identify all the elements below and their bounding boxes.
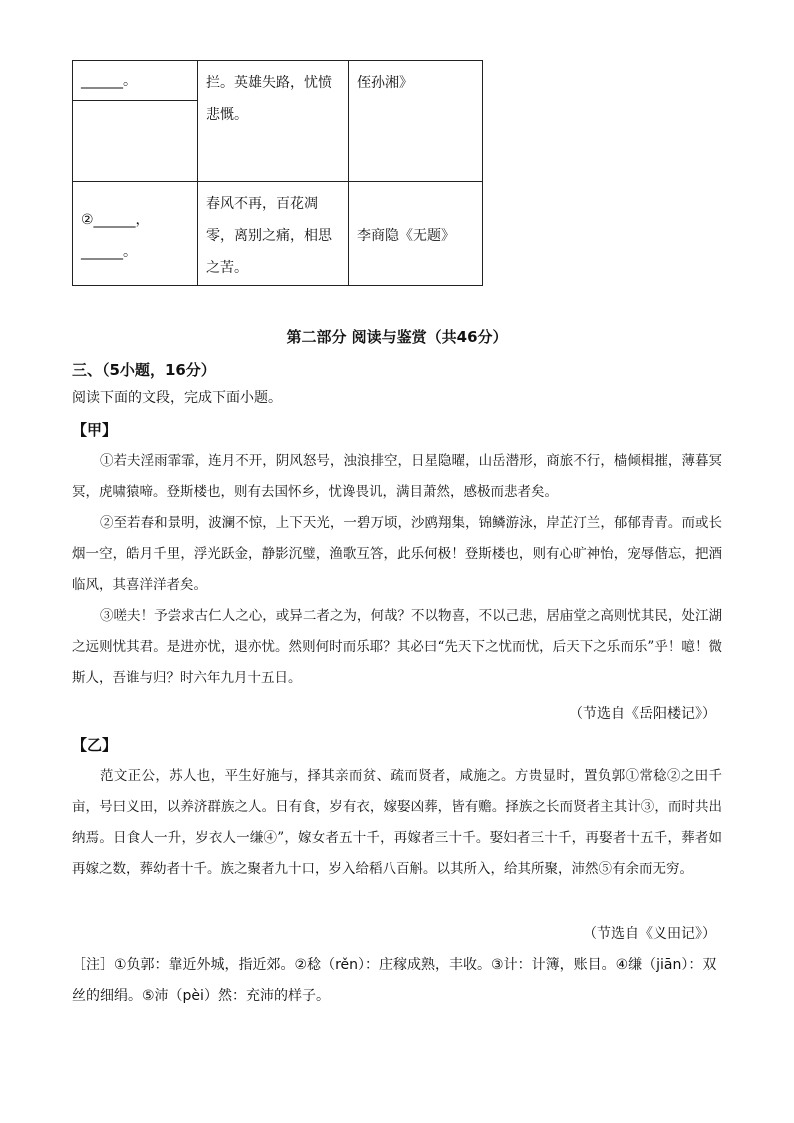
answer-blank-1: ②______，	[81, 212, 150, 228]
table-cell	[73, 61, 198, 182]
section-title: 第二部分 阅读与鉴赏（共46分）	[286, 328, 508, 346]
poem-source: 李商隐《无题》	[357, 228, 455, 244]
passage-jia-paragraph-3: ③嗟夫！予尝求古仁人之心，或异二者之为，何哉？不以物喜，不以己悲，居庙堂之高则忧其民，处江湖之远则忧其君。是进亦忧，退亦忧。然则何时而乐耶？其必曰“先天下之忧而忧，后天下之乐而乐”乎！噫！微斯人，吾谁与归？时六年九月十五日。	[72, 608, 722, 686]
answer-blank-2: ______。	[81, 244, 137, 260]
passage-label-yi: 【乙】	[72, 736, 118, 754]
poem-theme: 拦。英雄失路，忧愤悲慨。	[206, 75, 332, 123]
poem-source: 侄孙湘》	[357, 75, 413, 91]
passage-jia-paragraph-1: ①若夫淫雨霏霏，连月不开，阴风怒号，浊浪排空，日星隐曜，山岳潜形，商旅不行，樯倾楫摧，薄暮冥冥，虎啸猿啼。登斯楼也，则有去国怀乡，忧谗畏讥，满目萧然，感极而悲者矣。	[72, 453, 722, 500]
answer-blank: ______。	[73, 61, 197, 101]
table-cell	[73, 182, 198, 286]
table-cell	[198, 182, 349, 286]
poem-table	[72, 60, 483, 286]
instruction-text: 阅读下面的文段，完成下面小题。	[72, 390, 282, 406]
table-cell	[349, 61, 483, 182]
table-cell	[198, 61, 349, 182]
table-row	[73, 182, 483, 286]
passage-yi-source: （节选自《义田记》）	[583, 926, 716, 942]
poem-theme: 春风不再，百花凋零，离别之痛，相思之苦。	[206, 196, 332, 276]
passage-jia-paragraph-2: ②至若春和景明，波澜不惊，上下天光，一碧万顷，沙鸥翔集，锦鳞游泳，岸芷汀兰，郁郁青青。而或长烟一空，皓月千里，浮光跃金，静影沉璧，渔歌互答，此乐何极！登斯楼也，则有心旷神怡，宠辱偕忘，把酒临风，其喜洋洋者矣。	[72, 515, 722, 593]
table-cell	[349, 182, 483, 286]
passage-jia-source: （节选自《岳阳楼记》）	[569, 706, 716, 722]
table-row	[73, 61, 483, 182]
passage-yi-paragraph: 范文正公，苏人也，平生好施与，择其亲而贫、疏而贤者，咸施之。方贵显时，置负郭①常稔②之田千亩，号曰义田，以养济群族之人。日有食，岁有衣，嫁娶凶葬，皆有赡。择族之长而贤者主其计③，而时共出纳焉。日食人一升，岁衣人一缣④”，嫁女者五十千，再嫁者三十千。娶妇者三十千，再娶者十五千，葬者如再嫁之数，葬幼者十千。族之聚者九十口，岁入给稻八百斛。以其所入，给其所聚，沛然⑤有余而无穷。	[72, 768, 722, 877]
annotation-note: ［注］①负郭：靠近外城，指近郊。②稔（rěn）：庄稼成熟，丰收。③计：计簿，账目。④缣（jiān）：双丝的细绢。⑤沛（pèi）然：充沛的样子。	[72, 957, 717, 1004]
question-heading: 三、（5小题，16分）	[72, 361, 216, 379]
passage-label-jia: 【甲】	[72, 421, 118, 439]
